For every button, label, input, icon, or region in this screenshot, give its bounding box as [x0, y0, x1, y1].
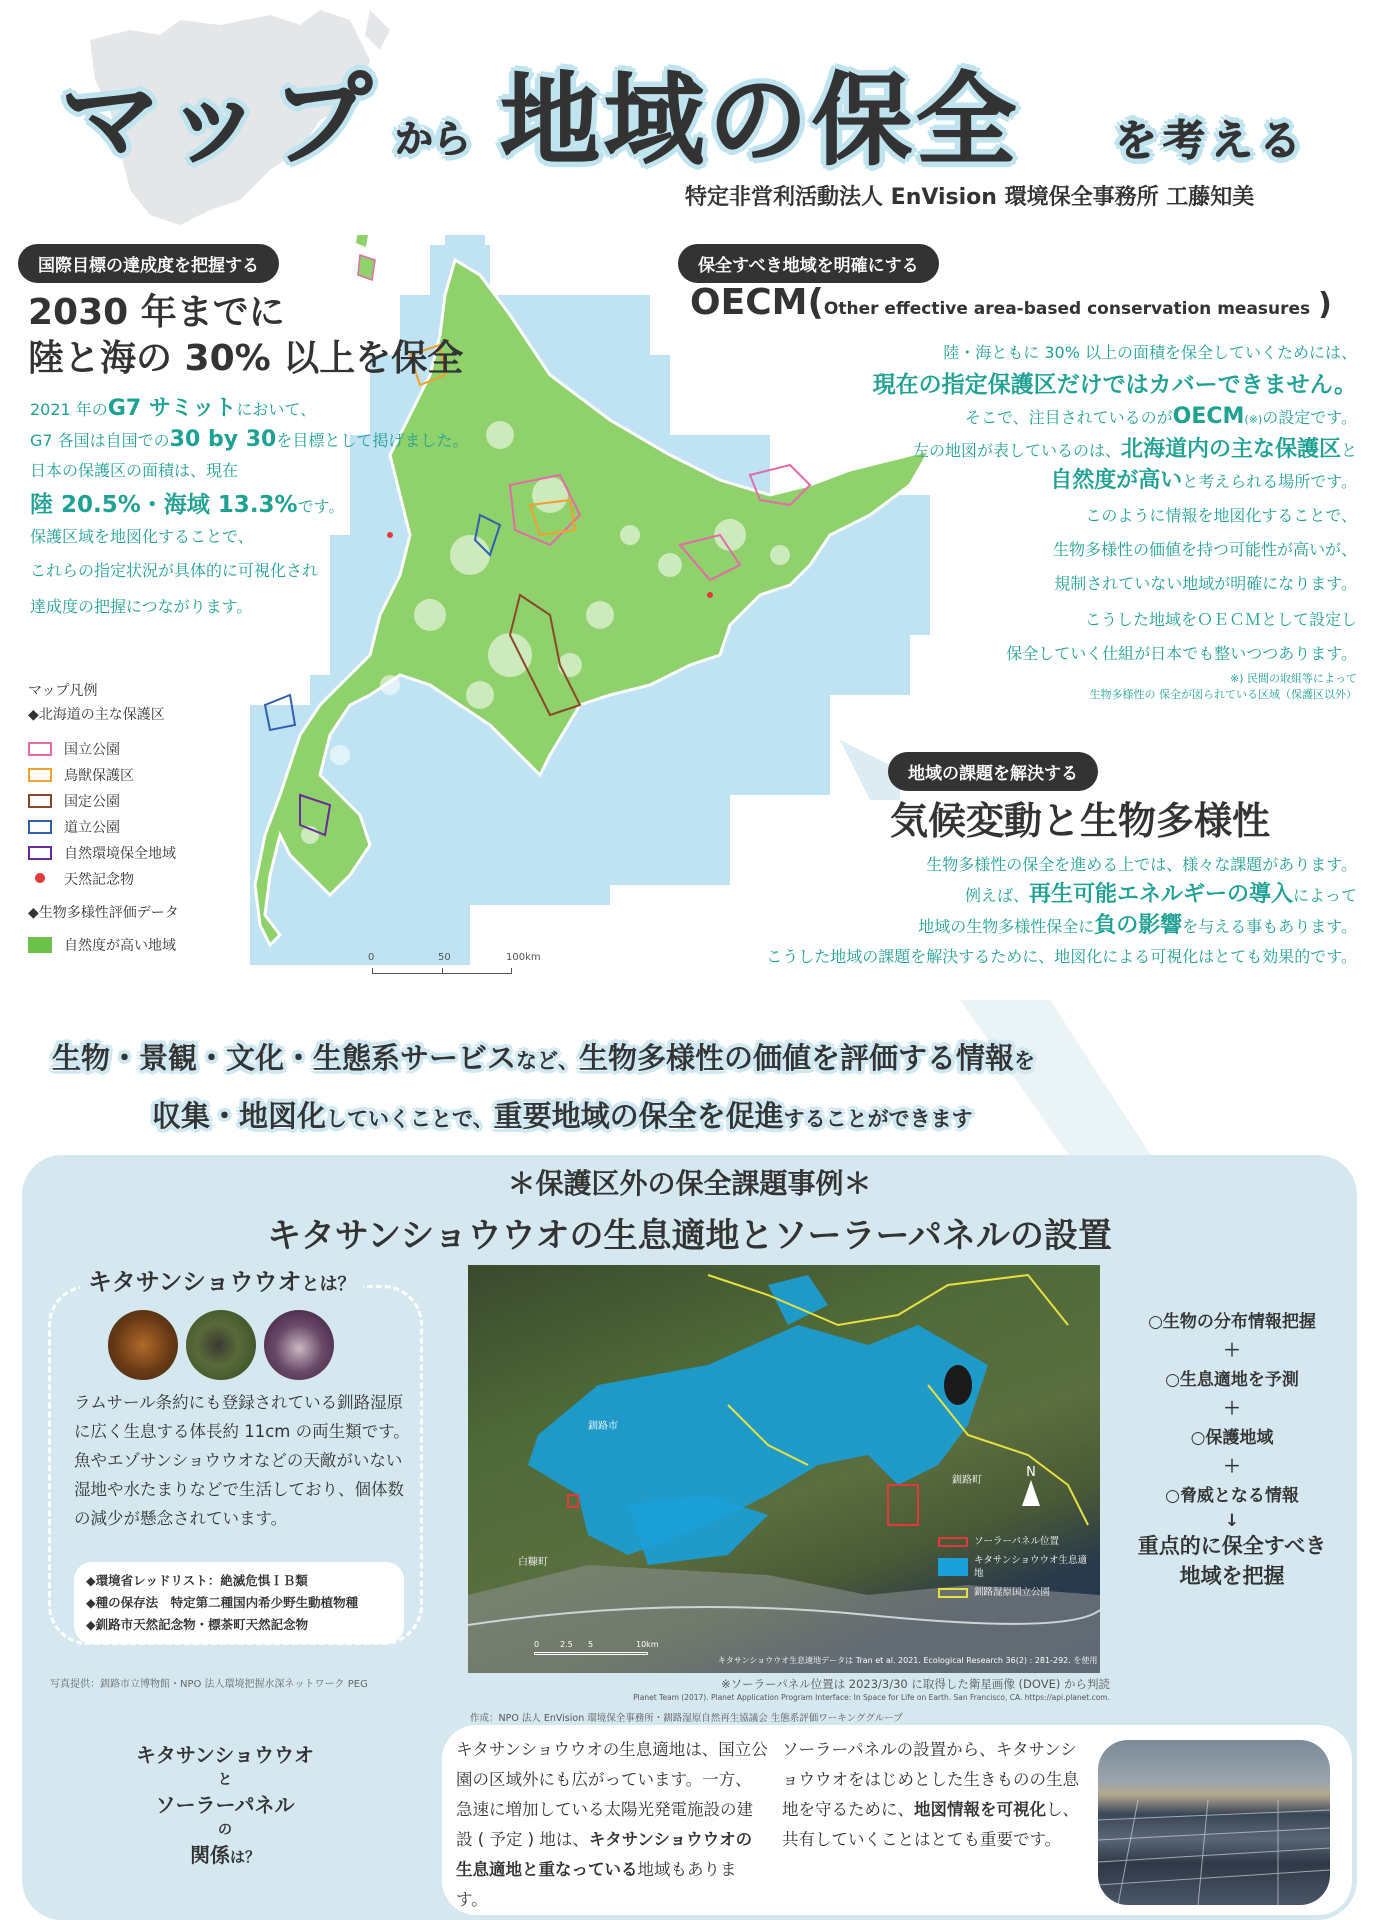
- heading-2030: 2030 年までに: [28, 292, 285, 333]
- photo-salamander-1: [108, 1310, 178, 1380]
- swatch-icon: [28, 937, 52, 953]
- text-mapping: 保護区域を地図化することで、: [30, 527, 254, 546]
- about-text: ラムサール条約にも登録されている釧路湿原に広く生息する体長約 11cm の両生類です。魚やエゾサンショウウオなどの天敵がいない湿地や水たまりなどで生活しており、個体数の減少が懸念されています。: [74, 1393, 410, 1528]
- legend-group2: ◆生物多様性評価データ: [28, 905, 179, 921]
- satellite-map: 釧路市 釧路町 白糠町 N ソーラーパネル位置 キタサンショウウオ生息適地 釧路湿原国立公園 0 2.5 5 10km キタサンショウウオ生息適地データは Tran et al. 2021. Ecological Research 36(2) : 281-292. を使用: [468, 1265, 1100, 1673]
- legend-item-natural: 自然度が高い地域: [28, 932, 179, 958]
- text-visualized: これらの指定状況が具体的に可視化され: [30, 561, 319, 580]
- text-30by30: 30 by 30: [169, 427, 277, 452]
- pill-solve-issues: 地域の課題を解決する: [888, 752, 1098, 791]
- left-para: [30, 394, 468, 622]
- title-part4: を考える: [1115, 116, 1308, 165]
- issue-para: 生物多様性の保全を進める上では、様々な課題があります。 例えば、再生可能エネルギーの導入によって 地域の生物多様性保全に負の影響を与える事もあります。 こうした地域の課題を解決するために、地図化による可視化はとても効果的です。: [766, 855, 1357, 966]
- legend-item-monument: 天然記念物: [28, 866, 179, 892]
- text-2021: 2021 年の: [30, 400, 108, 419]
- legend-group1: ◆北海道の主な保護区: [28, 707, 165, 723]
- analysis-flow: ○生物の分布情報把握 ＋ ○生息適地を予測 ＋ ○保護地域 ＋ ○脅威となる情報 ↓ 重点的に保全すべき 地域を把握: [1137, 1312, 1327, 1588]
- satellite-credit: キタサンショウウオ生息適地データは Tran et al. 2021. Ecological Research 36(2) : 281-292. を使用: [718, 1656, 1098, 1665]
- pill-clarify-areas: 保全すべき地域を明確にする: [678, 244, 939, 283]
- satellite-legend: ソーラーパネル位置 キタサンショウウオ生息適地 釧路湿原国立公園: [938, 1535, 1088, 1599]
- col2-text: ソーラーパネルの設置から、キタサンショウウオをはじめとした生きものの生息地を守るために、地図情報を可視化し、共有していくことはとても重要です。: [782, 1740, 1079, 1849]
- title-part1: マップ: [60, 62, 380, 179]
- case-subtitle: ＊保護区外の保全課題事例＊: [507, 1167, 872, 1200]
- text-japan-area: 日本の保護区の面積は、現在: [30, 461, 239, 480]
- text-g7: G7 サミット: [107, 396, 237, 421]
- map-label-kushiro-city: 釧路市: [588, 1421, 618, 1432]
- case-title: キタサンショウウオの生息適地とソーラーパネルの設置: [267, 1216, 1112, 1256]
- title-part2: から: [395, 117, 472, 161]
- heading-30pct: 陸と海の 30% 以上を保全: [28, 338, 464, 379]
- legend-item-prefectural-park: 道立公園: [28, 814, 179, 840]
- about-title: キタサンショウウオとは？: [80, 1262, 363, 1297]
- text-desu: です。: [297, 497, 345, 516]
- swatch-icon: [28, 820, 52, 834]
- banner-line1: 生物・景観・文化・生態系サービスなど、生物多様性の価値を評価する情報を: [52, 1041, 1036, 1075]
- oecm-heading: OECM(Other effective area-based conservation measures ): [690, 282, 1332, 323]
- legend-item-quasi-park: 国定公園: [28, 788, 179, 814]
- photo-salamander-2: [186, 1310, 256, 1380]
- map-label-kushiro-town: 釧路町: [952, 1475, 982, 1486]
- heading-climate: 気候変動と生物多様性: [890, 799, 1271, 843]
- swatch-icon: [938, 1558, 968, 1576]
- text-g7-countries: G7 各国は自国での: [30, 431, 170, 450]
- swatch-icon: [938, 1588, 968, 1598]
- photo-solar-panels: [1098, 1740, 1330, 1905]
- map-captions: ※ソーラーパネル位置は 2023/3/30 に取得した衛星画像 (DOVE) から判読 Planet Team (2017). Planet Application Program Interface: In Space for Life on Earth. San Francisco, CA. https://api.planet.com. 作成：NPO 法人 EnVision 環境保全事務所・釧路湿原自然再生協議会 生態系評価ワーキンググループ: [470, 1677, 1110, 1724]
- text-land-sea-pct: 陸 20.5%・海域 13.3%: [30, 492, 298, 518]
- photo-credit: 写真提供：釧路市立博物館・NPO 法人環境把握水深ネットワーク PEG: [50, 1679, 368, 1690]
- map-label-shiranuka: 白糠町: [518, 1557, 548, 1568]
- swatch-icon: [28, 846, 52, 860]
- legend-item-nature-conservation: 自然環境保全地域: [28, 840, 179, 866]
- text-niokite: において、: [236, 400, 317, 419]
- question-block: キタサンショウウオ と ソーラーパネル の 関係は？: [136, 1743, 314, 1867]
- text-goal: を目標として掲げました。: [276, 431, 469, 450]
- legend-item-national-park: 国立公園: [28, 736, 179, 762]
- north-arrow-icon: N: [1016, 1465, 1046, 1515]
- swatch-icon: [938, 1537, 968, 1547]
- right-para: 陸・海ともに 30% 以上の面積を保全していくためには、 現在の指定保護区だけではカバーできません。 そこで、注目されているのがOECM(※)の設定です。 左の地図が表しているのは、北海道内の主な保護区と 自然度が高いと考えられる場所です。 このように情報を地図化することで、 生物多様性の価値を持つ可能性が高いが、 規制されていない地域が明確になります。 こうした地域をＯＥＣＭとして設定し 保全していく仕組が日本でも整いつつあります。 ※) 民間の取組等によって 生物多様性の 保全が図られている区域（保護区以外）: [872, 343, 1357, 701]
- pill-international-goal: 国際目標の達成度を把握する: [18, 244, 279, 283]
- photo-salamander-3: [264, 1310, 334, 1380]
- banner-line2: 収集・地図化していくことで、重要地域の保全を促進することができます: [152, 1099, 973, 1133]
- swatch-icon: [28, 768, 52, 782]
- col1-text: キタサンショウウオの生息適地は、国立公園の区域外にも広がっています。一方、急速に増加している太陽光発電施設の建設 ( 予定 ) 地は、キタサンショウウオの生息適地と重なっている地域もあります。: [456, 1740, 768, 1909]
- map-legend: [28, 680, 179, 958]
- legend-item-wildlife: 鳥獣保護区: [28, 762, 179, 788]
- swatch-icon: [28, 742, 52, 756]
- author-line: 特定非営利活動法人 EnVision 環境保全事務所 工藤知美: [685, 185, 1255, 210]
- dot-icon: [35, 873, 45, 883]
- title-part3: 地域の保全: [500, 62, 1020, 179]
- about-tags: ◆環境省レッドリスト：絶滅危惧ＩＢ類 ◆種の保存法 特定第二種国内希少野生動植物種 ◆釧路市天然記念物・標茶町天然記念物: [74, 1562, 404, 1644]
- legend-title: マップ凡例: [28, 683, 98, 699]
- text-achievement: 達成度の把握につながります。: [30, 597, 253, 616]
- swatch-icon: [28, 794, 52, 808]
